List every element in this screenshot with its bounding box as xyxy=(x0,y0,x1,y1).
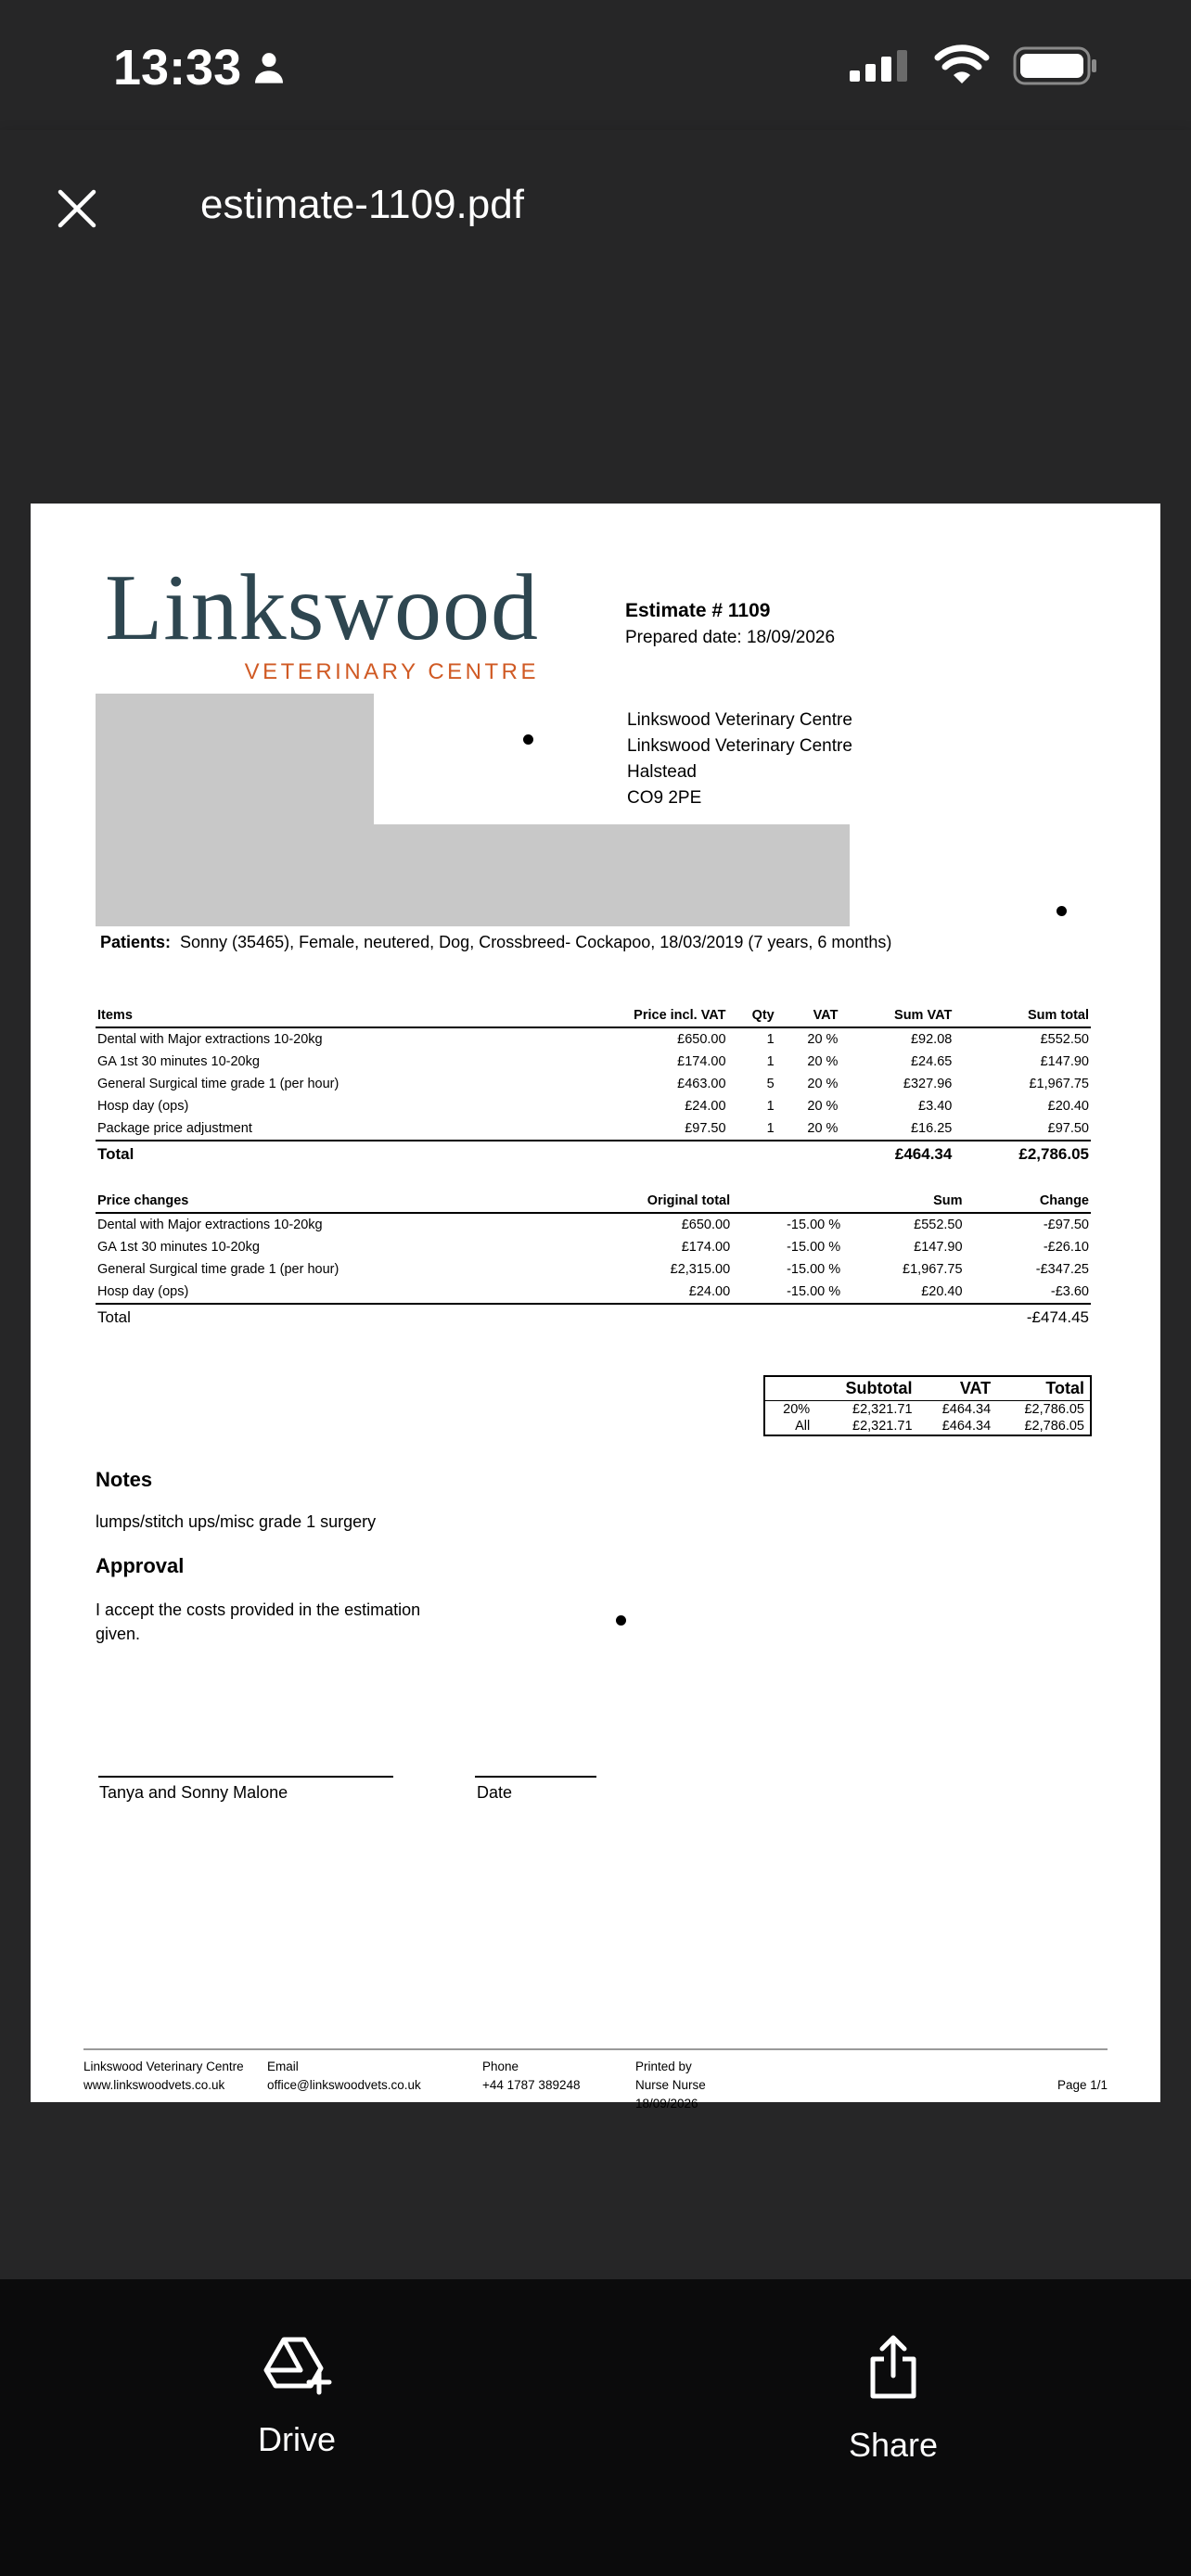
cell: £1,967.75 xyxy=(1029,1077,1089,1091)
table-row xyxy=(96,1236,1091,1258)
footer-line: Printed by xyxy=(635,2060,692,2073)
footer-line: Linkswood Veterinary Centre xyxy=(83,2060,244,2073)
cell: £2,321.71 xyxy=(852,1419,913,1434)
cell: -£26.10 xyxy=(1043,1240,1089,1255)
cell: £174.00 xyxy=(681,1240,731,1255)
footer-divider xyxy=(83,2048,1108,2050)
cell: £24.00 xyxy=(688,1284,731,1299)
col-items: Items xyxy=(96,1004,550,1027)
cell: Package price adjustment xyxy=(97,1121,252,1136)
signature-name: Tanya and Sonny Malone xyxy=(99,1783,288,1802)
changes-total-row xyxy=(96,1304,1091,1330)
share-icon xyxy=(865,2335,921,2400)
table-row xyxy=(96,1117,1091,1141)
patients-label: Patients: xyxy=(100,933,172,951)
footer-line: Email xyxy=(267,2060,299,2073)
footer-clinic xyxy=(83,2058,244,2095)
cell: 5 xyxy=(766,1077,775,1091)
signal-icon xyxy=(850,50,911,82)
col-sum-vat: Sum VAT xyxy=(839,1004,954,1027)
table-row xyxy=(764,1418,1091,1435)
cell: GA 1st 30 minutes 10-20kg xyxy=(97,1240,260,1255)
cell: 1 xyxy=(766,1032,775,1047)
cell: All xyxy=(795,1419,811,1434)
logo-wordmark: Linkswood xyxy=(105,555,539,660)
col-sum-total: Sum total xyxy=(954,1004,1091,1027)
cell: £327.96 xyxy=(903,1077,953,1091)
cell: 20 % xyxy=(807,1077,839,1091)
col-qty: Qty xyxy=(728,1004,776,1027)
notes-heading: Notes xyxy=(96,1468,153,1491)
table-row xyxy=(96,1051,1091,1073)
col-original-total: Original total xyxy=(566,1190,732,1213)
patients-info xyxy=(100,930,926,954)
cell: Hosp day (ops) xyxy=(97,1099,189,1114)
cell: £552.50 xyxy=(1040,1032,1089,1047)
address-line: Linkswood Veterinary Centre xyxy=(627,710,852,730)
cell: £2,315.00 xyxy=(670,1262,731,1277)
cell: £16.25 xyxy=(910,1121,953,1136)
clinic-logo xyxy=(105,555,550,685)
date-label: Date xyxy=(477,1783,513,1802)
footer-phone xyxy=(482,2058,580,2095)
total-label: Total xyxy=(96,1304,566,1330)
cell: 1 xyxy=(766,1121,775,1136)
table-header-row xyxy=(96,1004,1091,1027)
cell: £463.00 xyxy=(677,1077,726,1091)
footer-line: +44 1787 389248 xyxy=(482,2078,581,2092)
address-line: Linkswood Veterinary Centre xyxy=(627,736,852,756)
drive-button[interactable] xyxy=(186,2335,408,2459)
cell: -15.00 % xyxy=(787,1262,841,1277)
cell: £464.34 xyxy=(941,1419,992,1434)
cell: 1 xyxy=(766,1054,775,1069)
cell: -15.00 % xyxy=(787,1218,841,1232)
cell: £174.00 xyxy=(677,1054,726,1069)
price-changes-table xyxy=(96,1190,1091,1330)
total-vat: £464.34 xyxy=(839,1141,954,1167)
date-line xyxy=(475,1776,596,1778)
col-price-changes: Price changes xyxy=(96,1190,566,1213)
footer-email xyxy=(267,2058,421,2095)
status-bar xyxy=(0,0,1191,130)
col-subtotal: Subtotal xyxy=(815,1376,917,1401)
approval-text: I accept the costs provided in the estimation given. xyxy=(96,1600,421,1643)
col-percent xyxy=(732,1190,842,1213)
footer-printed-by xyxy=(635,2058,706,2113)
approval-heading: Approval xyxy=(96,1554,185,1577)
cell: £2,786.05 xyxy=(1024,1402,1084,1417)
footer-line: Nurse Nurse xyxy=(635,2078,706,2092)
table-row xyxy=(96,1027,1091,1051)
table-row xyxy=(96,1258,1091,1281)
footer-line: office@linkswoodvets.co.uk xyxy=(267,2078,421,2092)
patients-text: Sonny (35465), Female, neutered, Dog, Crossbreed- Cockapoo, 18/03/2019 (7 years, 6 months) xyxy=(180,933,892,951)
footer-line: Phone xyxy=(482,2060,519,2073)
cell: General Surgical time grade 1 (per hour) xyxy=(97,1077,339,1091)
share-label: Share xyxy=(848,2426,939,2464)
cell: -15.00 % xyxy=(787,1284,841,1299)
table-row xyxy=(96,1281,1091,1304)
cell: General Surgical time grade 1 (per hour) xyxy=(97,1262,339,1277)
cell: £2,786.05 xyxy=(1024,1419,1084,1434)
cell: 20 % xyxy=(807,1121,839,1136)
redaction-block xyxy=(96,824,850,926)
table-row xyxy=(96,1213,1091,1236)
cell: £650.00 xyxy=(681,1218,731,1232)
col-total: Total xyxy=(996,1376,1091,1401)
battery-icon xyxy=(1013,46,1098,85)
wifi-icon xyxy=(935,46,989,85)
cell: £3.40 xyxy=(918,1099,953,1114)
document-title: estimate-1109.pdf xyxy=(200,182,524,227)
col-vat: VAT xyxy=(918,1376,997,1401)
cell: -15.00 % xyxy=(787,1240,841,1255)
address-line: Halstead xyxy=(627,762,697,782)
signature-line xyxy=(98,1776,393,1778)
items-total-row xyxy=(96,1141,1091,1167)
col-rate xyxy=(764,1376,815,1401)
person-icon xyxy=(250,49,288,86)
col-price: Price incl. VAT xyxy=(550,1004,728,1027)
status-icons xyxy=(850,46,1098,85)
cell: £147.90 xyxy=(1040,1054,1089,1069)
footer-page-number: Page 1/1 xyxy=(1057,2078,1108,2092)
footer-line: 18/09/2026 xyxy=(635,2097,698,2111)
cell: -£97.50 xyxy=(1043,1218,1089,1232)
redaction-block xyxy=(96,694,374,828)
cell: £147.90 xyxy=(914,1240,963,1255)
table-row xyxy=(764,1401,1091,1419)
cell: £97.50 xyxy=(1047,1121,1089,1136)
share-button[interactable] xyxy=(782,2335,1005,2465)
cell: -£347.25 xyxy=(1035,1262,1089,1277)
drive-add-icon xyxy=(263,2335,330,2394)
close-button[interactable] xyxy=(46,178,108,239)
bottom-action-bar xyxy=(0,2279,1191,2576)
stray-dot xyxy=(616,1615,626,1626)
logo-subtitle: VETERINARY CENTRE xyxy=(244,659,539,684)
notes-text: lumps/stitch ups/misc grade 1 surgery xyxy=(96,1512,377,1531)
total-change: -£474.45 xyxy=(965,1304,1091,1330)
cell: Hosp day (ops) xyxy=(97,1284,189,1299)
cell: Dental with Major extractions 10-20kg xyxy=(97,1218,323,1232)
footer-line: www.linkswoodvets.co.uk xyxy=(83,2078,225,2092)
table-header-row xyxy=(96,1190,1091,1213)
vat-summary-table xyxy=(763,1375,1092,1436)
clinic-address xyxy=(627,708,852,811)
cell: £24.00 xyxy=(685,1099,726,1114)
total-sum: £2,786.05 xyxy=(954,1141,1091,1167)
drive-label: Drive xyxy=(257,2420,336,2458)
cell: £1,967.75 xyxy=(903,1262,963,1277)
cell: £552.50 xyxy=(914,1218,963,1232)
cell: 1 xyxy=(766,1099,775,1114)
cell: -£3.60 xyxy=(1050,1284,1089,1299)
col-sum: Sum xyxy=(842,1190,964,1213)
address-line: CO9 2PE xyxy=(627,788,702,808)
estimate-number: Estimate # 1109 xyxy=(625,600,771,621)
cell: £464.34 xyxy=(941,1402,992,1417)
close-icon xyxy=(57,188,97,229)
cell: 20 % xyxy=(807,1099,839,1114)
table-header-row xyxy=(764,1376,1091,1401)
cell: £20.40 xyxy=(1047,1099,1089,1114)
cell: £2,321.71 xyxy=(852,1402,913,1417)
col-change: Change xyxy=(965,1190,1091,1213)
table-row xyxy=(96,1073,1091,1095)
cell: 20% xyxy=(783,1402,811,1417)
items-table xyxy=(96,1004,1091,1167)
top-app-bar xyxy=(0,130,1191,286)
total-label: Total xyxy=(96,1141,550,1167)
pdf-page[interactable] xyxy=(31,504,1160,2111)
cell: 20 % xyxy=(807,1032,839,1047)
cell: £20.40 xyxy=(921,1284,963,1299)
prepared-date: Prepared date: 18/09/2026 xyxy=(625,628,836,647)
table-row xyxy=(96,1095,1091,1117)
status-time xyxy=(113,39,288,96)
cell: £92.08 xyxy=(910,1032,953,1047)
cell: £97.50 xyxy=(685,1121,726,1136)
cell: 20 % xyxy=(807,1054,839,1069)
stray-dot xyxy=(523,734,533,745)
cell: £24.65 xyxy=(910,1054,953,1069)
time-text: 13:33 xyxy=(113,40,242,96)
cell: Dental with Major extractions 10-20kg xyxy=(97,1032,323,1047)
cell: £650.00 xyxy=(677,1032,726,1047)
stray-dot xyxy=(1057,906,1067,916)
col-vat: VAT xyxy=(776,1004,840,1027)
cell: GA 1st 30 minutes 10-20kg xyxy=(97,1054,260,1069)
